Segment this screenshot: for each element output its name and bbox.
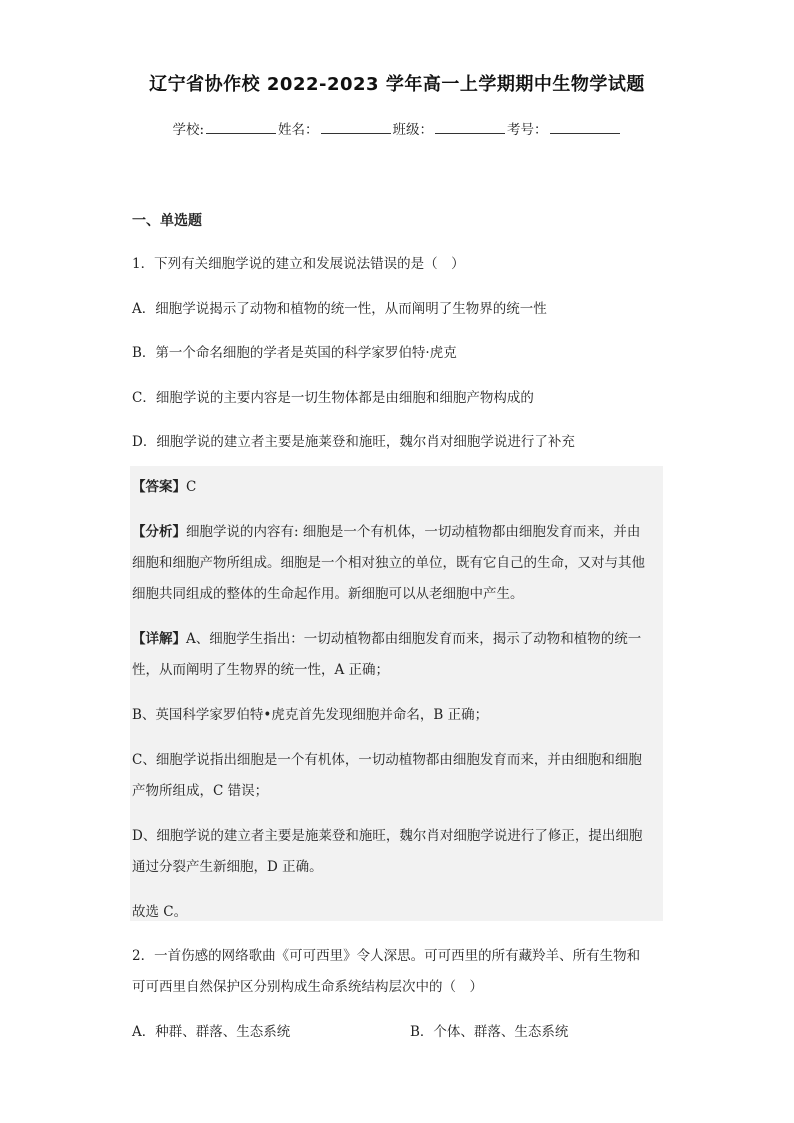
exam-no-label: 考号： (507, 122, 548, 138)
section-heading: 一、单选题 (132, 213, 202, 229)
answer-line (132, 475, 196, 495)
detail-line-2: 性，从而阐明了生物界的统一性，A 正确； (132, 662, 390, 678)
detail-line-1 (132, 627, 641, 647)
detail-line-5: 产物所组成，C 错误； (132, 783, 269, 799)
detail-line-8: 故选 C。 (132, 904, 188, 920)
class-label: 班级： (392, 122, 434, 138)
detail-line-4: C、细胞学说指出细胞是一个有机体，一切动植物都由细胞发育而来，并由细胞和细胞 (132, 752, 642, 768)
page-title: 辽宁省协作校 2022-2023 学年高一上学期期中生物学试题 (149, 74, 645, 95)
answer-value: C (186, 479, 197, 495)
class-blank[interactable] (435, 121, 505, 134)
detail-line-3: B、英国科学家罗伯特•虎克首先发现细胞并命名，B 正确； (132, 707, 489, 723)
analysis-line-3: 细胞共同组成的整体的生命起作用。新细胞可以从老细胞中产生。 (132, 586, 524, 602)
name-label: 姓名： (278, 122, 319, 138)
answer-tag: 【答案】 (132, 479, 186, 495)
q2-stem-line-1: 2．一首伤感的网络歌曲《可可西里》令人深思。可可西里的所有藏羚羊、所有生物和 (132, 948, 641, 964)
q1-option-c: C．细胞学说的主要内容是一切生物体都是由细胞和细胞产物构成的 (132, 390, 534, 406)
q2-stem-line-2: 可可西里自然保护区分别构成生命系统结构层次中的（ ） (132, 979, 483, 995)
q1-option-a: A．细胞学说揭示了动物和植物的统一性，从而阐明了生物界的统一性 (132, 301, 547, 317)
student-info-line (0, 118, 794, 138)
analysis-line-1 (132, 520, 640, 540)
school-label: 学校: (172, 122, 205, 138)
school-blank[interactable] (206, 121, 276, 134)
q2-option-b: B．个体、群落、生态系统 (410, 1024, 569, 1040)
analysis-text-1: 细胞学说的内容有: 细胞是一个有机体，一切动植物都由细胞发育而来，并由 (186, 524, 641, 540)
analysis-tag: 【分析】 (132, 524, 186, 540)
exam-no-blank[interactable] (550, 121, 620, 134)
q2-option-a: A．种群、群落、生态系统 (132, 1024, 291, 1040)
q1-option-d: D．细胞学说的建立者主要是施莱登和施旺，魏尔肖对细胞学说进行了补充 (132, 434, 575, 450)
detail-tag: 【详解】 (132, 631, 186, 647)
detail-text-1: A、细胞学生指出：一切动植物都由细胞发育而来，揭示了动物和植物的统一 (186, 631, 642, 647)
detail-line-7: 通过分裂产生新细胞，D 正确。 (132, 859, 323, 875)
detail-line-6: D、细胞学说的建立者主要是施莱登和施旺，魏尔肖对细胞学说进行了修正，提出细胞 (132, 828, 643, 844)
analysis-line-2: 细胞和细胞产物所组成。细胞是一个相对独立的单位，既有它自己的生命，又对与其他 (132, 555, 645, 571)
name-blank[interactable] (321, 121, 391, 134)
q1-stem: 1．下列有关细胞学说的建立和发展说法错误的是（ ） (132, 256, 465, 272)
q1-option-b: B．第一个命名细胞的学者是英国的科学家罗伯特·虎克 (132, 345, 457, 361)
